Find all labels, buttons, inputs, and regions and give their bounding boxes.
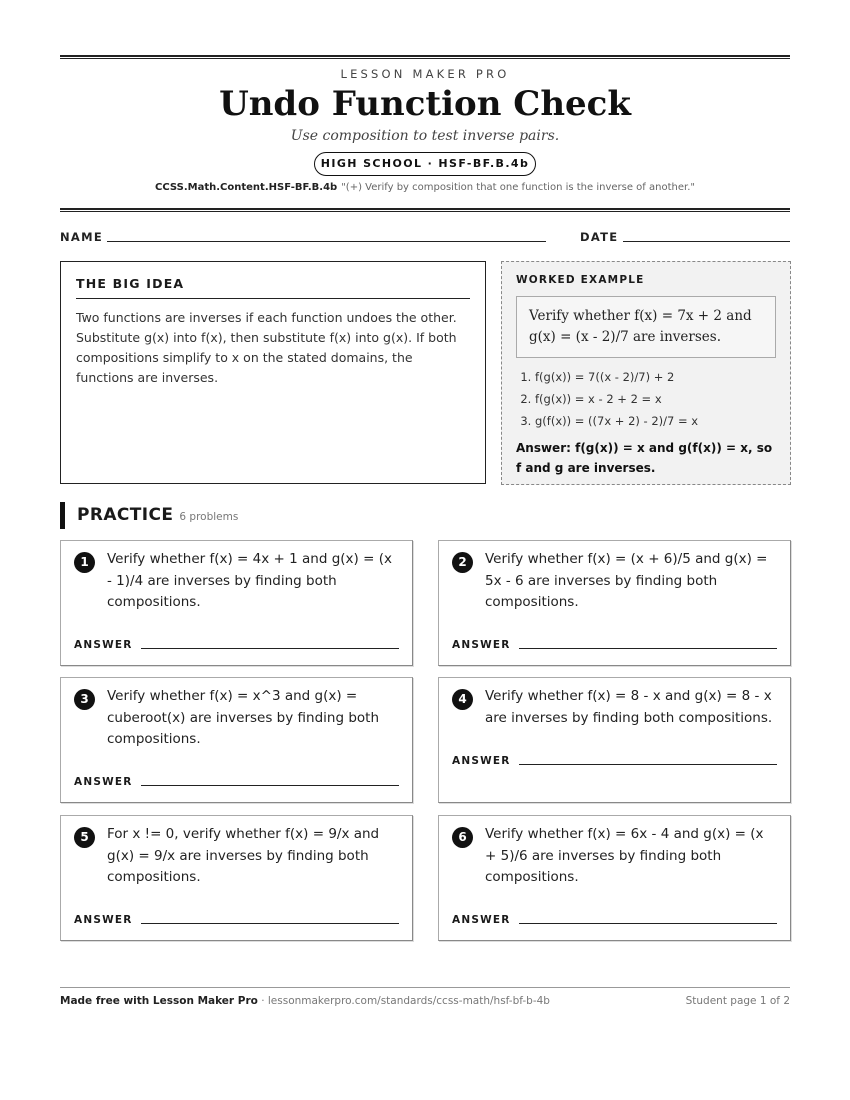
worked-step: 2. f(g(x)) = x - 2 + 2 = x (535, 388, 776, 410)
answer-row (452, 639, 777, 651)
problem-text: Verify whether f(x) = 4x + 1 and g(x) = (x - 1)/4 are inverses by finding both compositions. (107, 551, 392, 610)
problem-count: 6 problems (179, 511, 239, 523)
problem-text: Verify whether f(x) = (x + 6)/5 and g(x) = 5x - 6 are inverses by finding both compositions. (485, 551, 768, 610)
problem-text: For x != 0, verify whether f(x) = 9/x and g(x) = 9/x are inverses by finding both compositions. (107, 826, 380, 885)
header-bottom-rule (60, 208, 790, 212)
grade-standard-badge: HIGH SCHOOL · HSF-BF.B.4b (314, 152, 536, 176)
answer-row (74, 639, 399, 651)
problem-number-badge: 5 (74, 827, 95, 848)
worked-example-steps (516, 366, 776, 432)
problem-card-6 (438, 815, 791, 941)
standard-description: "(+) Verify by composition that one function is the inverse of another." (341, 182, 695, 193)
footer-credit (60, 995, 550, 1007)
answer-label: ANSWER (74, 914, 133, 926)
answer-label: ANSWER (452, 914, 511, 926)
worksheet-subtitle: Use composition to test inverse pairs. (290, 128, 560, 144)
big-idea-box (60, 261, 486, 484)
problem-card-2 (438, 540, 791, 666)
name-field-line[interactable] (107, 241, 546, 242)
problem-card-3 (60, 677, 413, 803)
problem-card-4 (438, 677, 791, 803)
brand-name: LESSON MAKER PRO (340, 67, 510, 81)
answer-row (452, 914, 777, 926)
answer-line[interactable] (519, 764, 777, 765)
date-label: DATE (580, 230, 619, 244)
practice-section-header (60, 502, 238, 529)
answer-row (452, 755, 777, 767)
answer-line[interactable] (519, 923, 777, 924)
standard-reference (0, 182, 850, 193)
problem-text: Verify whether f(x) = x^3 and g(x) = cuberoot(x) are inverses by finding both compositions. (107, 688, 379, 747)
practice-heading: PRACTICE (77, 505, 174, 525)
problem-number-badge: 3 (74, 689, 95, 710)
footer-url[interactable]: · lessonmakerpro.com/standards/ccss-math/hsf-bf-b-4b (257, 995, 550, 1007)
problem-card-5 (60, 815, 413, 941)
problem-number-badge: 1 (74, 552, 95, 573)
big-idea-heading: THE BIG IDEA (76, 276, 470, 299)
standard-code: CCSS.Math.Content.HSF-BF.B.4b (155, 182, 338, 193)
date-field-line[interactable] (623, 241, 790, 242)
problem-card-1 (60, 540, 413, 666)
answer-line[interactable] (519, 648, 777, 649)
header-top-rule (60, 55, 790, 59)
footer-made-with: Made free with Lesson Maker Pro (60, 995, 258, 1007)
big-idea-text: Two functions are inverses if each function undoes the other. Substitute g(x) into f(x), then substitute f(x) into g(x). If both compositions simplify to x on the stated domains, the functions are inverses. (76, 310, 457, 385)
answer-label: ANSWER (74, 639, 133, 651)
answer-label: ANSWER (74, 776, 133, 788)
name-label: NAME (60, 230, 104, 244)
answer-label: ANSWER (452, 755, 511, 767)
footer-rule (60, 987, 790, 988)
answer-label: ANSWER (452, 639, 511, 651)
answer-row (74, 776, 399, 788)
worked-example-heading: WORKED EXAMPLE (516, 274, 645, 286)
worked-example-prompt: Verify whether f(x) = 7x + 2 and g(x) = (x - 2)/7 are inverses. (516, 296, 776, 358)
problem-text: Verify whether f(x) = 6x - 4 and g(x) = (x + 5)/6 are inverses by finding both compositions. (485, 826, 764, 885)
answer-row (74, 914, 399, 926)
problem-number-badge: 4 (452, 689, 473, 710)
worked-example-answer: Answer: f(g(x)) = x and g(f(x)) = x, so f and g are inverses. (516, 441, 773, 475)
answer-line[interactable] (141, 923, 399, 924)
problem-text: Verify whether f(x) = 8 - x and g(x) = 8 - x are inverses by finding both compositions. (485, 688, 773, 726)
footer-page-number: Student page 1 of 2 (685, 995, 790, 1007)
worksheet-title: Undo Function Check (219, 84, 631, 124)
problem-number-badge: 6 (452, 827, 473, 848)
problem-number-badge: 2 (452, 552, 473, 573)
answer-line[interactable] (141, 785, 399, 786)
answer-line[interactable] (141, 648, 399, 649)
worked-step: 1. f(g(x)) = 7((x - 2)/7) + 2 (535, 366, 776, 388)
worked-example-box (501, 261, 791, 485)
worked-step: 3. g(f(x)) = ((7x + 2) - 2)/7 = x (535, 410, 776, 432)
